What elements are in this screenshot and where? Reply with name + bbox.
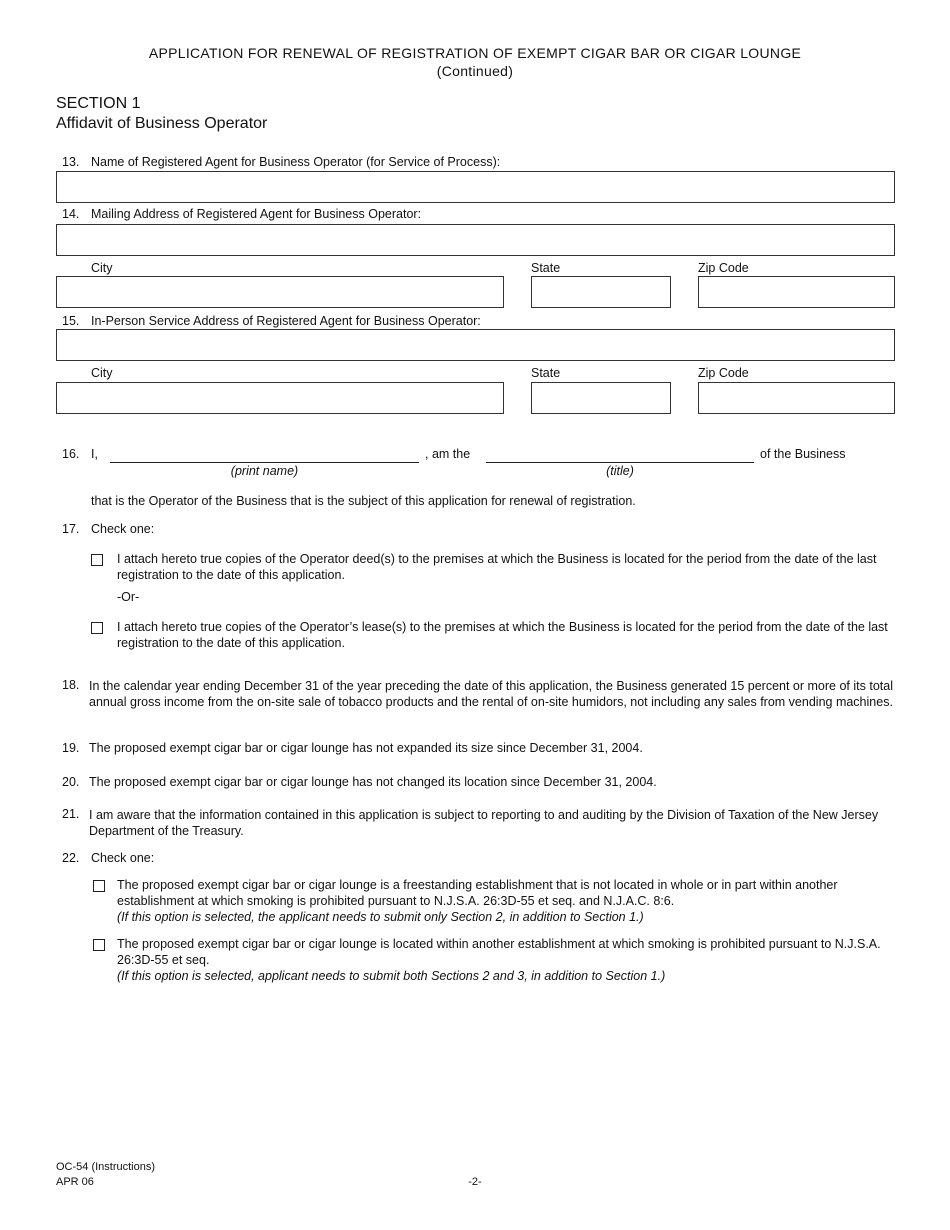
q22-freestanding-text: The proposed exempt cigar bar or cigar lounge is a freestanding establishment that is not located in whole or in part within another establishment at which smoking is prohibited pursuant to N.J.S.A. 26:3D-55 et seq. and N.J.A.C. 8:6. (117, 878, 838, 908)
service-zip-field[interactable] (698, 382, 895, 414)
document-title: APPLICATION FOR RENEWAL OF REGISTRATION OF EXEMPT CIGAR BAR OR CIGAR LOUNGE (148, 45, 802, 61)
q22-number: 22. (62, 851, 80, 865)
footer-form-id: OC-54 (Instructions) (56, 1161, 156, 1173)
q16-am-the-text: , am the (425, 447, 471, 461)
q20-text: The proposed exempt cigar bar or cigar lounge has not changed its location since December 31, 2004. (89, 775, 657, 789)
q17-lease-checkbox[interactable] (91, 622, 103, 634)
mailing-city-field[interactable] (56, 276, 504, 308)
section-heading: SECTION 1 (56, 95, 141, 112)
q16-of-business-text: of the Business (760, 447, 846, 461)
q14-label: Mailing Address of Registered Agent for Business Operator: (91, 207, 422, 221)
mailing-state-field[interactable] (531, 276, 671, 308)
q17-or-text: -Or- (117, 590, 140, 604)
q17-label: Check one: (91, 522, 155, 536)
q13-label: Name of Registered Agent for Business Operator (for Service of Process): (91, 155, 501, 169)
q17-deed-checkbox[interactable] (91, 554, 103, 566)
q22-within-establishment-note: (If this option is selected, applicant needs to submit both Sections 2 and 3, in addition to Section 1.) (117, 969, 666, 983)
q16-continuation: that is the Operator of the Business that is the subject of this application for renewal of registration. (91, 494, 636, 508)
q18-number: 18. (62, 678, 80, 692)
mailing-state-label: State (531, 261, 561, 275)
page-number: -2- (468, 1176, 482, 1188)
q17-number: 17. (62, 522, 80, 536)
service-city-field[interactable] (56, 382, 504, 414)
q22-within-establishment-text: The proposed exempt cigar bar or cigar lounge is located within another establishment at which smoking is prohibited pursuant to N.J.S.A. 26:3D-55 et seq. (117, 937, 881, 967)
q22-label: Check one: (91, 851, 155, 865)
q22-freestanding-checkbox[interactable] (93, 880, 105, 892)
registered-agent-name-field[interactable] (56, 171, 895, 203)
q14-number: 14. (62, 207, 80, 221)
section-subheading: Affidavit of Business Operator (56, 115, 268, 132)
service-state-label: State (531, 366, 561, 380)
q21-text: I am aware that the information contained in this application is subject to reporting to and auditing by the Division of Taxation of the New Jersey Department of the Treasury. (89, 808, 879, 838)
q16-i-text: I, (91, 447, 98, 461)
mailing-address-field[interactable] (56, 224, 895, 256)
q16-number: 16. (62, 447, 80, 461)
q15-label: In-Person Service Address of Registered Agent for Business Operator: (91, 314, 481, 328)
print-name-line[interactable] (110, 462, 419, 463)
q19-number: 19. (62, 741, 80, 755)
service-city-label: City (91, 366, 113, 380)
service-zip-label: Zip Code (698, 366, 749, 380)
q21-number: 21. (62, 807, 80, 821)
q17-deed-option: I attach hereto true copies of the Operator deed(s) to the premises at which the Business is located for the period from the date of the last registration to the date of this application. (117, 552, 877, 582)
title-caption: (title) (606, 464, 634, 478)
q17-lease-option: I attach hereto true copies of the Operator’s lease(s) to the premises at which the Business is located for the period from the date of the last registration to the date of this application. (117, 620, 888, 650)
q20-number: 20. (62, 775, 80, 789)
service-address-field[interactable] (56, 329, 895, 361)
q19-text: The proposed exempt cigar bar or cigar lounge has not expanded its size since December 31, 2004. (89, 741, 643, 755)
mailing-city-label: City (91, 261, 113, 275)
q13-number: 13. (62, 155, 80, 169)
document-subtitle: (Continued) (436, 63, 514, 79)
print-name-caption: (print name) (230, 464, 299, 478)
footer-date: APR 06 (56, 1176, 94, 1188)
q22-freestanding-note: (If this option is selected, the applicant needs to submit only Section 2, in addition to Section 1.) (117, 910, 644, 924)
q15-number: 15. (62, 314, 80, 328)
q18-text: In the calendar year ending December 31 of the year preceding the date of this application, the Business generated 15 percent or more of its total annual gross income from the on-site sale of tobacco products and the rental of on-site humidors, not including any sales from vending machines. (89, 679, 893, 709)
service-state-field[interactable] (531, 382, 671, 414)
q22-freestanding-option (117, 877, 892, 925)
mailing-zip-field[interactable] (698, 276, 895, 308)
title-line[interactable] (486, 462, 754, 463)
q22-within-establishment-checkbox[interactable] (93, 939, 105, 951)
q22-within-establishment-option (117, 936, 892, 984)
mailing-zip-label: Zip Code (698, 261, 749, 275)
